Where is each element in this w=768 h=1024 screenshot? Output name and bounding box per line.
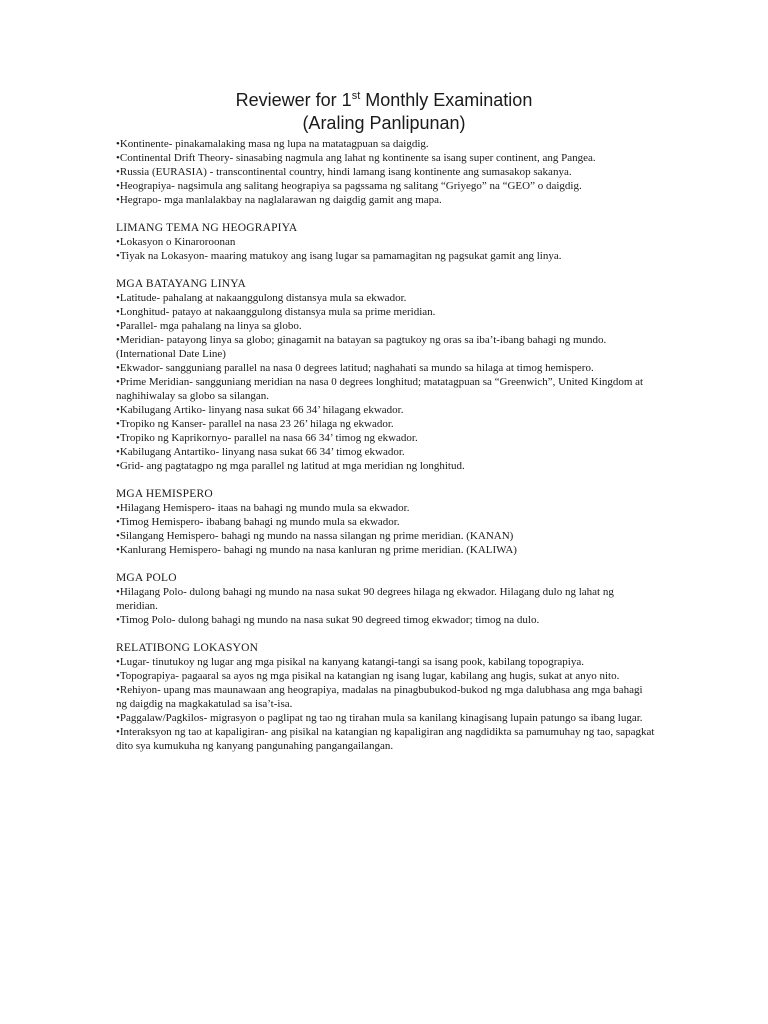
list-item: •Tropiko ng Kaprikornyo- parallel na nasa 66 34’ timog ng ekwador. [116,432,418,444]
section-heading: MGA POLO [116,572,177,584]
list-item: •Tiyak na Lokasyon- maaring matukoy ang isang lugar sa pamamagitan ng pagsukat gamit ang linya. [116,250,562,262]
section-limang-tema [116,221,656,263]
section-hemispero [116,487,656,557]
list-item: •Timog Hemispero- ibabang bahagi ng mundo mula sa ekwador. [116,516,400,528]
list-item: •Lokasyon o Kinaroroonan [116,236,236,248]
list-item: •Longhitud- patayo at nakaanggulong distansya mula sa prime meridian. [116,306,436,318]
title-main-suffix: Monthly Examination [360,90,533,110]
list-item: •Ekwador- sangguniang parallel na nasa 0 degrees latitud; naghahati sa mundo sa hilaga at timog hemispero. [116,362,594,374]
list-item: •Hilagang Polo- dulong bahagi ng mundo na nasa sukat 90 degrees hilaga ng ekwador. Hilagang dulo ng lahat ng meridian. [116,586,614,612]
title-main-text: Reviewer for 1 [235,90,352,110]
list-item: •Russia (EURASIA) - transcontinental country, hindi lamang isang kontinente ang sumasakop sakanya. [116,166,572,178]
list-item: •Kontinente- pinakamalaking masa ng lupa na matatagpuan sa daigdig. [116,138,429,150]
list-item: •Grid- ang pagtatagpo ng mga parallel ng latitud at mga meridian ng longhitud. [116,460,465,472]
list-item: •Kabilugang Antartiko- linyang nasa sukat 66 34’ timog ekwador. [116,446,405,458]
title-line-1 [0,89,768,112]
intro-list [116,137,656,207]
list-item: •Silangang Hemispero- bahagi ng mundo na nassa silangan ng prime meridian. (KANAN) [116,530,514,542]
list-item: •Paggalaw/Pagkilos- migrasyon o paglipat ng tao ng tirahan mula sa kanilang kinagisang lupain patungo sa ibang lugar. [116,712,643,724]
title-line-2: (Araling Panlipunan) [302,113,466,133]
section-relatibong-lokasyon [116,641,656,753]
section-heading: LIMANG TEMA NG HEOGRAPIYA [116,222,298,234]
section-heading: MGA BATAYANG LINYA [116,278,247,290]
list-item: •Meridian- patayong linya sa globo; ginagamit na batayan sa pagtukoy ng oras sa iba’t-ibang bahagi ng mundo. (International Date Line) [116,334,607,360]
list-item: •Kabilugang Artiko- linyang nasa sukat 66 34’ hilagang ekwador. [116,404,404,416]
list-item: •Interaksyon ng tao at kapaligiran- ang pisikal na katangian ng kapaligiran ang nagdidikta sa pamumuhay ng tao, sapagkat dito sya kumukuha ng kanyang pangunahing pangangailangan. [116,726,655,752]
list-item: •Kanlurang Hemispero- bahagi ng mundo na nasa kanluran ng prime meridian. (KALIWA) [116,544,517,556]
list-item: •Prime Meridian- sangguniang meridian na nasa 0 degrees longhitud; matatagpuan sa “Greenwich”, United Kingdom at naghihiwalay sa globo sa silangan. [116,376,644,402]
list-item: •Timog Polo- dulong bahagi ng mundo na nasa sukat 90 degreed timog ekwador; timog na dulo. [116,614,540,626]
section-heading: RELATIBONG LOKASYON [116,642,259,654]
list-item: •Continental Drift Theory- sinasabing nagmula ang lahat ng kontinente sa isang super continent, ang Pangea. [116,152,596,164]
section-batayang-linya [116,277,656,473]
list-item: •Hegrapo- mga manlalakbay na naglalarawan ng daigdig gamit ang mapa. [116,194,442,206]
list-item: •Hilagang Hemispero- itaas na bahagi ng mundo mula sa ekwador. [116,502,410,514]
list-item: •Heograpiya- nagsimula ang salitang heograpiya sa pagssama ng salitang “Griyego” na “GEO” o daigdig. [116,180,582,192]
section-polo [116,571,656,627]
list-item: •Tropiko ng Kanser- parallel na nasa 23 26’ hilaga ng ekwador. [116,418,394,430]
document-body [116,137,656,753]
document-title [0,89,768,135]
section-heading: MGA HEMISPERO [116,488,213,500]
list-item: •Latitude- pahalang at nakaanggulong distansya mula sa ekwador. [116,292,407,304]
list-item: •Rehiyon- upang mas maunawaan ang heograpiya, madalas na pinagbubukod-bukod ng mga dalubhasa ang mga bahagi ng daigdig na magkakatulad sa isa’t-isa. [116,684,643,710]
list-item: •Topograpiya- pagaaral sa ayos ng mga pisikal na katangian ng isang lugar, kabilang ang hugis, sukat at anyo nito. [116,670,620,682]
title-superscript: st [351,90,361,102]
list-item: •Lugar- tinutukoy ng lugar ang mga pisikal na kanyang katangi-tangi sa isang pook, kabilang topograpiya. [116,656,584,668]
list-item: •Parallel- mga pahalang na linya sa globo. [116,320,302,332]
